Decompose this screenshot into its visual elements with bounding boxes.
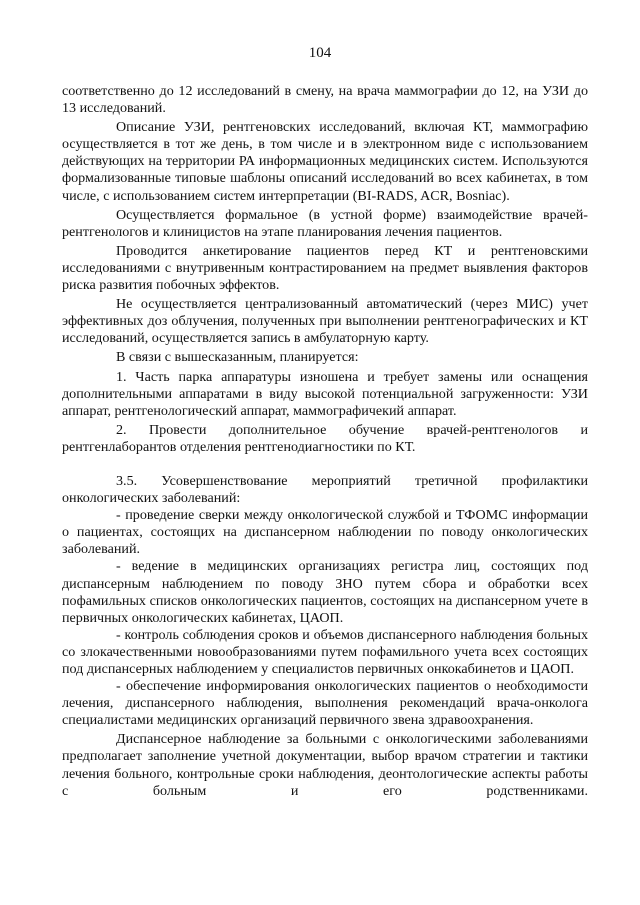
paragraph-interaction: Осуществляется формальное (в устной форме) взаимодействие врачей-рентгенологов и клиницистов на этапе планирования лечения пациентов. [62,206,588,240]
section-heading-3-5: 3.5. Усовершенствование мероприятий третичной профилактики онкологических заболеваний: [62,472,588,507]
page-number: 104 [308,45,332,61]
paragraph-planned-intro: В связи с вышесказанным, планируется: [116,349,359,366]
paragraph-description-uzi: Описание УЗИ, рентгеновских исследований, включая КТ, маммографию осуществляется в тот же день, в том числе и в электронном виде с использованием действующих на территории РА информационных медицинских систем. Используются формализованные типовые шаблоны описаний исследований во всех кабинетах, в том числе, с использованием систем интерпретации (BI-RADS, ACR, Bosniac). [62,119,588,204]
list-item-monitoring-control: - контроль соблюдения сроков и объемов диспансерного наблюдения больных со злокачественными новообразованиями путем пофамильного учета всех состоящих под диспансерных наблюдением у специалистов первичных онкокабинетов и ЦАОП. [62,626,588,677]
list-item-reconciliation: - проведение сверки между онкологической службой и ТФОМС информации о пациентах, состоящих на диспансерном наблюдении по поводу онкологических заболеваний. [62,507,588,558]
list-item-equipment: 1. Часть парка аппаратуры изношена и требует замены или оснащения дополнительными аппаратами в виду высокой потенциальной загруженности: УЗИ аппарат, рентгенологический аппарат, маммографичекий аппарат. [62,368,588,419]
paragraph-dispensary-observation: Диспансерное наблюдение за больными с онкологическими заболеваниями предполагает заполнение учетной документации, выбор врачом стратегии и тактики лечения больного, контрольные сроки наблюдения, деонтологические аспекты работы с больным и его родственниками. [62,731,588,799]
list-item-informing: - обеспечение информирования онкологических пациентов о необходимости лечения, диспансерного наблюдения, выполнения рекомендаций врача-онколога специалистами медицинских организаций первичного звена здравоохранения. [62,678,588,729]
paragraph-dose-accounting: Не осуществляется централизованный автоматический (через МИС) учет эффективных доз облучения, полученных при выполнении рентгенографических и КТ исследований, осуществляется запись в амбулаторную карту. [62,296,588,347]
paragraph-continuation: соответственно до 12 исследований в смену, на врача маммографии до 12, на УЗИ до 13 исследований. [62,83,588,117]
list-item-registry: - ведение в медицинских организациях регистра лиц, состоящих под диспансерным наблюдением по поводу ЗНО путем сбора и обработки всех пофамильных списков онкологических пациентов, состоящих на диспансерном учете в первичных онкологических кабинетах, ЦАОП. [62,558,588,626]
paragraph-questionnaire: Проводится анкетирование пациентов перед КТ и рентгеновскими исследованиями с внутривенным контрастированием на предмет выявления факторов риска развития побочных эффектов. [62,242,588,294]
body-text [62,83,588,800]
list-item-training: 2. Провести дополнительное обучение врачей-рентгенологов и рентгенлаборантов отделения рентгенодиагностики по КТ. [62,421,588,455]
